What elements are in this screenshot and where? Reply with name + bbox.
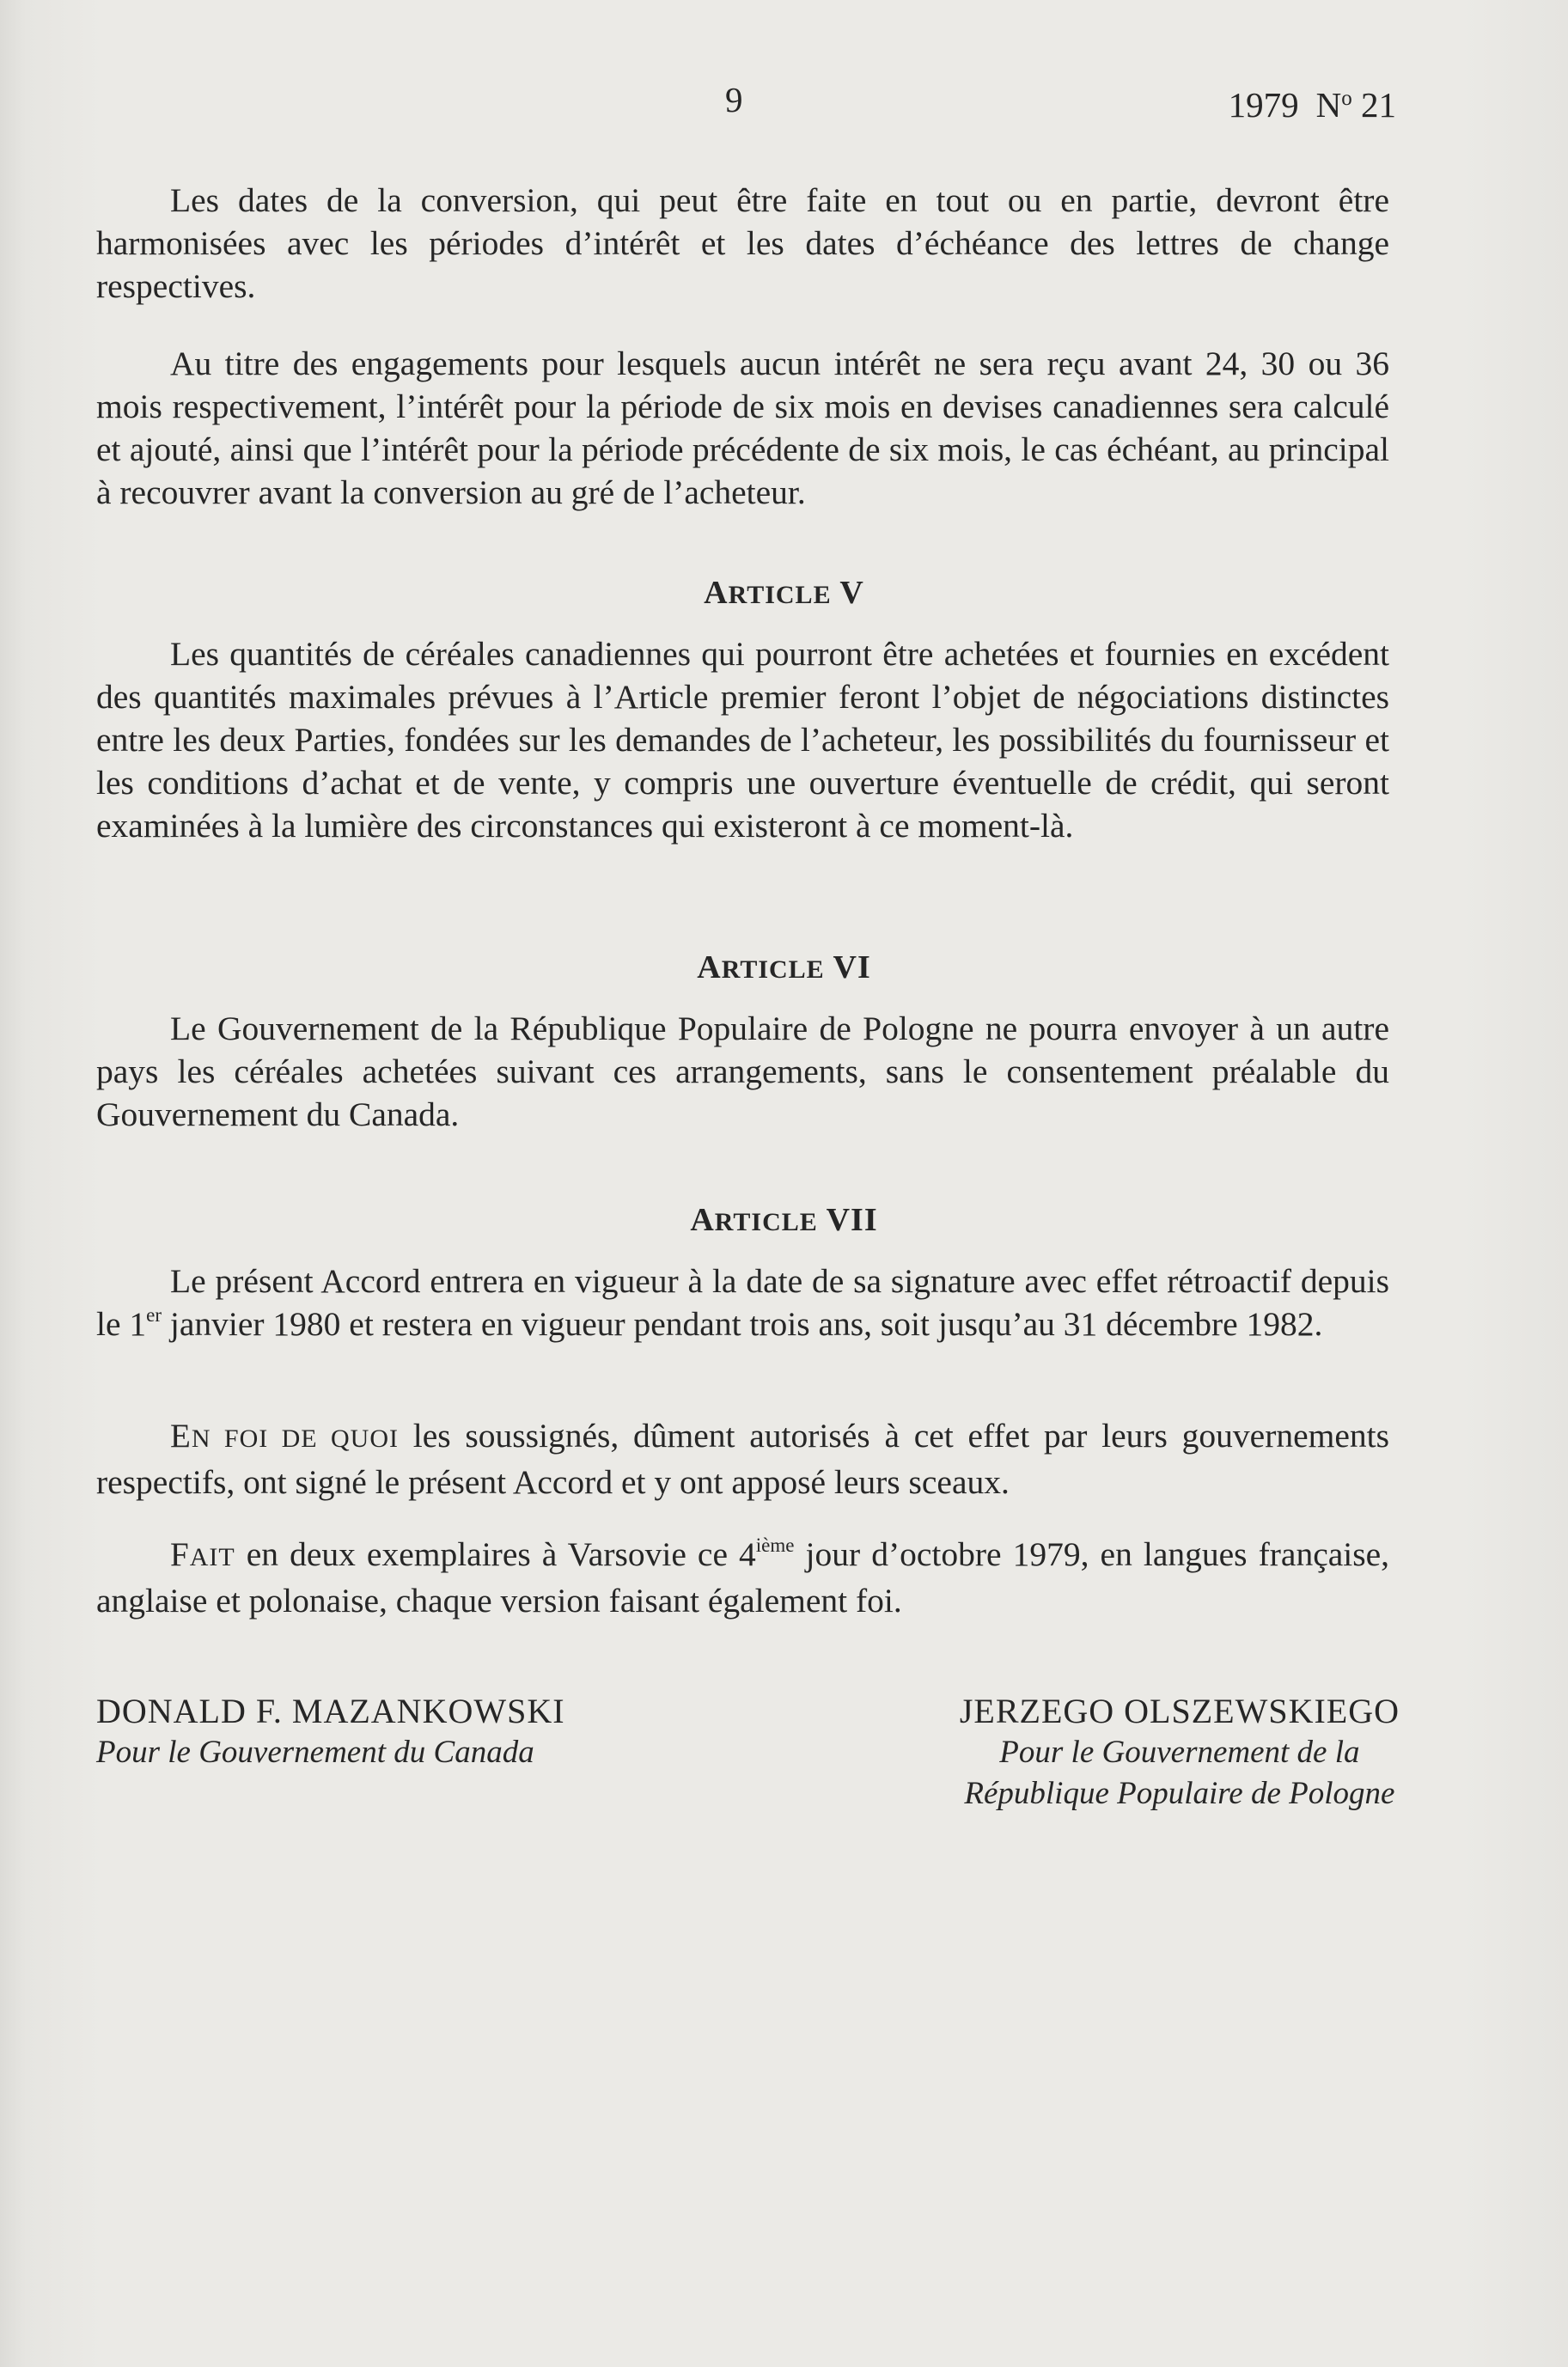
page-number: 9 (725, 80, 743, 119)
article-v-heading: ARTICLE V (704, 575, 864, 611)
article-vii-text (96, 1260, 1389, 1345)
signatory-name: DONALD F. MAZANKOWSKI (96, 1692, 565, 1730)
paragraph-text: Les quantités de céréales canadiennes qui pourront être achetées et fournies en excédent des quantités maximales prévues à l’Article premier feront l’objet de négociations distinctes entre les deux Parties, fondées sur les demandes de l’acheteur, les possibilités du fournisseur et les conditions d’achat et de vente, y compris une ouverture éventuelle de crédit, qui seront examinées à la lumière des circonstances qui existeront à ce moment-là. (96, 635, 1389, 845)
article-vii-heading: ARTICLE VII (690, 1202, 878, 1238)
signatory-name: JERZEGO OLSZEWSKIEGO (959, 1692, 1400, 1730)
witness-clause (96, 1414, 1389, 1504)
paragraph-text: Au titre des engagements pour lesquels aucun intérêt ne sera reçu avant 24, 30 ou 36 mois respectivement, l’intérêt pour la période de six mois en devises canadiennes sera calculé et ajouté, ainsi que l’intérêt pour la période précédente de six mois, le cas échéant, au principal à recouvrer avant la conversion au gré de l’acheteur. (96, 345, 1389, 511)
paragraph-text: EN FOI DE QUOI les soussignés, dûment autorisés à cet effet par leurs gouvernements respectifs, ont signé le présent Accord et y ont apposé leurs sceaux. (96, 1417, 1389, 1501)
paragraph-text: Le Gouvernement de la République Populaire de Pologne ne pourra envoyer à un autre pays les céréales achetées suivant ces arrangements, sans le consentement préalable du Gouvernement du Canada. (96, 1010, 1389, 1133)
signature-canada (96, 1691, 565, 1773)
paragraph-conversion-dates (96, 179, 1389, 308)
article-v-text (96, 632, 1389, 847)
paragraph-interest (96, 342, 1389, 514)
done-at-clause (96, 1533, 1389, 1622)
number-sign-superscript: o (1341, 87, 1352, 110)
number-sign: N (1315, 85, 1342, 125)
issue-reference (1229, 84, 1396, 125)
paragraph-text: FAIT en deux exemplaires à Varsovie ce 4ième jour d’octobre 1979, en langues française, anglaise et polonaise, chaque version faisant également foi. (96, 1534, 1390, 1620)
page-header (0, 79, 1568, 131)
article-vi-text (96, 1007, 1389, 1136)
paragraph-text: Les dates de la conversion, qui peut être faite en tout ou en partie, devront être harmonisées avec les périodes d’intérêt et les dates d’échéance des lettres de change respectives. (96, 181, 1389, 305)
issue-year: 1979 (1228, 85, 1299, 125)
article-vi-heading: ARTICLE VI (697, 949, 871, 985)
issue-number: 21 (1361, 85, 1396, 125)
paragraph-text: Le présent Accord entrera en vigueur à la date de sa signature avec effet rétroactif depuis le 1er janvier 1980 et restera en vigueur pendant trois ans, soit jusqu’au 31 décembre 1982. (96, 1262, 1389, 1343)
signatory-role-line-1: Pour le Gouvernement de la (999, 1735, 1360, 1770)
signatory-role: Pour le Gouvernement du Canada (96, 1735, 534, 1770)
signature-poland (960, 1691, 1400, 1815)
signatory-role-line-2: République Populaire de Pologne (964, 1776, 1395, 1811)
